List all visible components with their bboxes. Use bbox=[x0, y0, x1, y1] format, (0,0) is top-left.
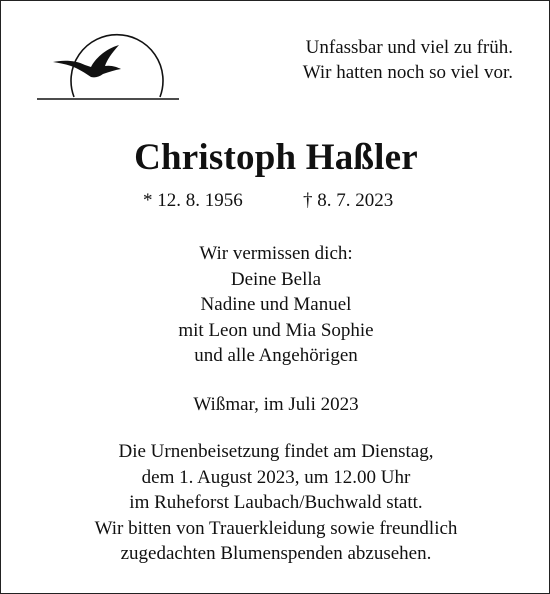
ceremony-info bbox=[1, 439, 550, 567]
death-date: † 8. 7. 2023 bbox=[303, 190, 394, 211]
mourner-line: mit Leon und Mia Sophie bbox=[178, 319, 374, 341]
mourner-line: und alle Angehörigen bbox=[194, 345, 358, 366]
mourner-line: Deine Bella bbox=[230, 268, 322, 290]
ceremony-line: im Ruheforst Laubach/Buchwald statt. bbox=[129, 492, 423, 513]
quote-line: Wir hatten noch so viel vor. bbox=[302, 62, 513, 83]
ceremony-line: Die Urnenbeisetzung findet am Dienstag, bbox=[118, 441, 434, 462]
ceremony-line: zugedachten Blumenspenden abzusehen. bbox=[120, 543, 432, 564]
mourner-line: Nadine und Manuel bbox=[200, 294, 352, 315]
bird-sunset-icon bbox=[35, 29, 181, 103]
quote-text bbox=[213, 35, 513, 85]
mourners-list bbox=[1, 241, 550, 369]
ceremony-line: Wir bitten von Trauerkleidung sowie freundlich bbox=[94, 517, 458, 539]
ceremony-line: dem 1. August 2023, um 12.00 Uhr bbox=[141, 466, 411, 488]
quote-line: Unfassbar und viel zu früh. bbox=[305, 37, 513, 58]
mourner-line: Wir vermissen dich: bbox=[199, 243, 353, 264]
birth-date: * 12. 8. 1956 bbox=[143, 190, 243, 211]
place-and-date: Wißmar, im Juli 2023 bbox=[193, 394, 359, 415]
life-dates bbox=[1, 187, 550, 215]
deceased-name: Christoph Haßler bbox=[134, 137, 418, 178]
